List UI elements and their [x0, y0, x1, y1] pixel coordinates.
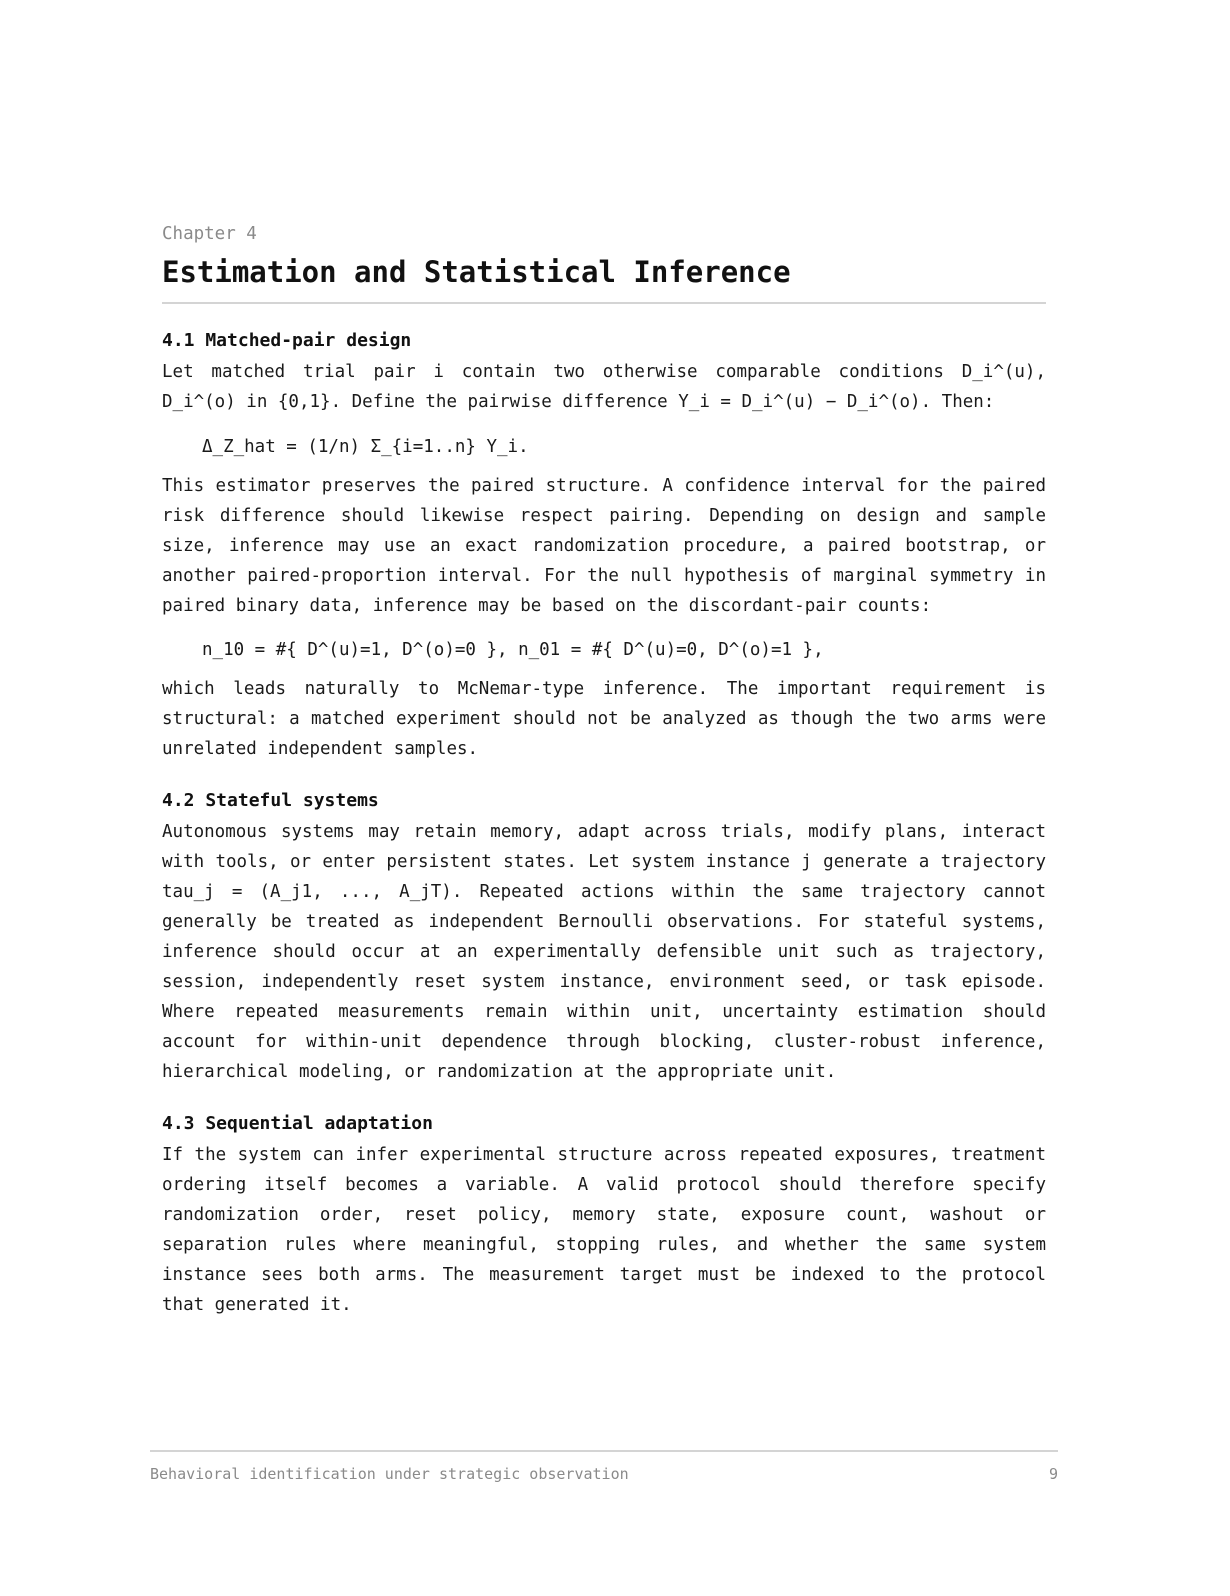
page-number: 9 — [1048, 1465, 1058, 1483]
paragraph: This estimator preserves the paired structure. A confidence interval for the paired risk difference should likewise respect pairing. Depending on design and sample size, inference may use an exact randomization procedure, a paired bootstrap, or another paired-proportion interval. For the null hypothesis of marginal symmetry in paired binary data, inference may be based on the discordant-pair counts: — [162, 476, 1046, 616]
page-footer — [150, 1450, 1058, 1484]
section-4-1 — [162, 328, 1046, 764]
formula: n_10 = #{ D^(u)=1, D^(o)=0 }, n_01 = #{ D^(u)=0, D^(o)=1 }, — [202, 640, 824, 660]
chapter-label: Chapter 4 — [162, 224, 257, 244]
paragraph: Autonomous systems may retain memory, adapt across trials, modify plans, interact with tools, or enter persistent states. Let system instance j generate a trajectory tau_j = (A_j1, ..., A_jT). Repeated actions within the same trajectory cannot generally be treated as independent Bernoulli observations. For stateful systems, inference should occur at an experimentally defensible unit such as trajectory, session, independently reset system instance, environment seed, or task episode. Where repeated measurements remain within unit, uncertainty estimation should account for within-unit dependence through blocking, cluster-robust inference, hierarchical modeling, or randomization at the appropriate unit. — [162, 822, 1046, 1082]
section-heading: 4.2 Stateful systems — [162, 790, 379, 811]
section-heading: 4.3 Sequential adaptation — [162, 1113, 433, 1134]
paragraph: Let matched trial pair i contain two otherwise comparable conditions D_i^(u), D_i^(o) in {0,1}. Define the pairwise difference Y_i = D_i^(u) − D_i^(o). Then: — [162, 362, 1046, 412]
chapter-title: Estimation and Statistical Inference — [162, 252, 1046, 304]
section-4-2 — [162, 788, 1046, 1087]
page-body — [162, 222, 1046, 1320]
paragraph: which leads naturally to McNemar-type inference. The important requirement is structural: a matched experiment should not be analyzed as though the two arms were unrelated independent samples. — [162, 679, 1046, 759]
paragraph: If the system can infer experimental structure across repeated exposures, treatment ordering itself becomes a variable. A valid protocol should therefore specify randomization order, reset policy, memory state, exposure count, washout or separation rules where meaningful, stopping rules, and whether the same system instance sees both arms. The measurement target must be indexed to the protocol that generated it. — [162, 1145, 1046, 1315]
section-heading: 4.1 Matched-pair design — [162, 330, 412, 351]
section-4-3 — [162, 1111, 1046, 1320]
running-title: Behavioral identification under strategic observation — [150, 1465, 629, 1483]
formula: Δ_Z_hat = (1/n) Σ_{i=1..n} Y_i. — [202, 437, 529, 457]
